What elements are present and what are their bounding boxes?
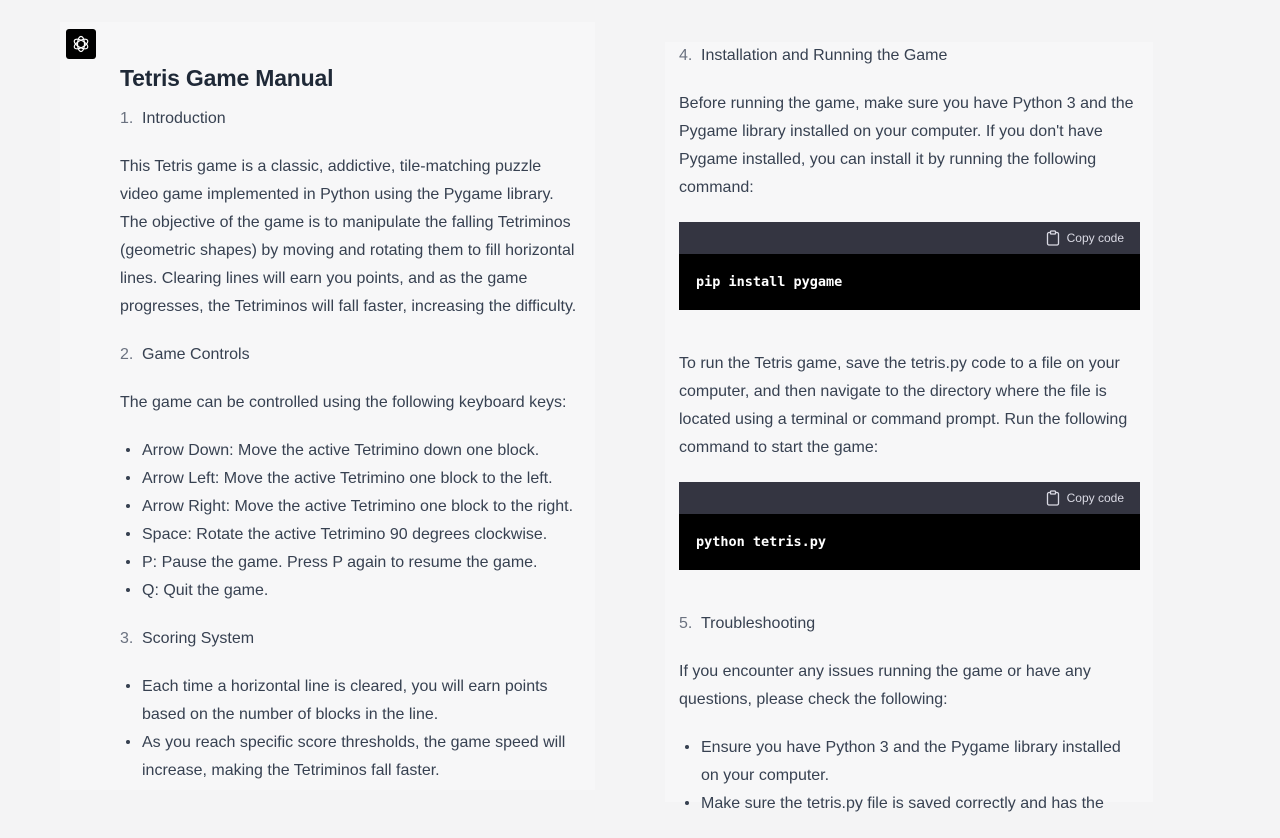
copy-code-button[interactable] bbox=[1046, 490, 1124, 506]
section-label: Installation and Running the Game bbox=[701, 47, 948, 64]
section-number: 5. bbox=[679, 615, 693, 632]
section-number: 3. bbox=[120, 630, 134, 647]
list-item: Q: Quit the game. bbox=[120, 577, 582, 605]
code-block-body bbox=[679, 254, 1140, 310]
message-content-left bbox=[120, 60, 582, 805]
code-text: pip install pygame bbox=[696, 274, 843, 290]
assistant-avatar bbox=[66, 29, 96, 59]
code-block-run bbox=[679, 482, 1140, 570]
openai-logo-icon bbox=[71, 34, 91, 54]
code-block-header bbox=[679, 482, 1140, 514]
controls-intro: The game can be controlled using the following keyboard keys: bbox=[120, 394, 567, 411]
scoring-list bbox=[120, 673, 582, 785]
copy-code-button[interactable] bbox=[1046, 230, 1124, 246]
page-title: Tetris Game Manual bbox=[120, 65, 334, 91]
list-item: P: Pause the game. Press P again to resume the game. bbox=[120, 549, 582, 577]
code-block-header bbox=[679, 222, 1140, 254]
list-item: As you reach specific score thresholds, the game speed will increase, making the Tetriminos fall faster. bbox=[120, 729, 582, 785]
section-heading-introduction bbox=[120, 105, 582, 133]
list-item: Arrow Right: Move the active Tetrimino one block to the right. bbox=[120, 493, 582, 521]
code-text: python tetris.py bbox=[696, 534, 827, 550]
intro-paragraph: This Tetris game is a classic, addictive, tile-matching puzzle video game implemented in Python using the Pygame library. The objective of the game is to manipulate the falling Tetriminos (geometric shapes) by moving and rotating them to fill horizontal lines. Clearing lines will earn you points, and as the game progresses, the Tetriminos will fall faster, increasing the difficulty. bbox=[120, 158, 577, 315]
section-label: Troubleshooting bbox=[701, 615, 816, 632]
list-item: Space: Rotate the active Tetrimino 90 degrees clockwise. bbox=[120, 521, 582, 549]
message-content-right bbox=[679, 42, 1140, 838]
section-label: Scoring System bbox=[142, 630, 255, 647]
list-item: Arrow Left: Move the active Tetrimino one block to the left. bbox=[120, 465, 582, 493]
list-item: Ensure you have Python 3 and the Pygame library installed on your computer. bbox=[679, 734, 1140, 790]
section-number: 2. bbox=[120, 346, 134, 363]
section-number: 1. bbox=[120, 110, 134, 127]
section-heading-installation bbox=[679, 42, 1140, 70]
copy-code-label: Copy code bbox=[1066, 491, 1124, 505]
code-block-body bbox=[679, 514, 1140, 570]
section-heading-controls bbox=[120, 341, 582, 369]
code-block-install bbox=[679, 222, 1140, 310]
troubleshoot-list bbox=[679, 734, 1140, 818]
clipboard-icon bbox=[1046, 230, 1060, 246]
clipboard-icon bbox=[1046, 490, 1060, 506]
copy-code-label: Copy code bbox=[1066, 231, 1124, 245]
section-heading-troubleshooting bbox=[679, 610, 1140, 638]
section-label: Game Controls bbox=[142, 346, 250, 363]
install-paragraph: Before running the game, make sure you have Python 3 and the Pygame library installed on your computer. If you don't have Pygame installed, you can install it by running the following command: bbox=[679, 95, 1134, 196]
troubleshoot-paragraph: If you encounter any issues running the game or have any questions, please check the following: bbox=[679, 663, 1091, 708]
list-item: Each time a horizontal line is cleared, you will earn points based on the number of blocks in the line. bbox=[120, 673, 582, 729]
section-heading-scoring bbox=[120, 625, 582, 653]
controls-list bbox=[120, 437, 582, 605]
section-number: 4. bbox=[679, 47, 693, 64]
run-paragraph: To run the Tetris game, save the tetris.py code to a file on your computer, and then navigate to the directory where the file is located using a terminal or command prompt. Run the following command to start the game: bbox=[679, 355, 1128, 456]
section-label: Introduction bbox=[142, 110, 226, 127]
list-item: Arrow Down: Move the active Tetrimino down one block. bbox=[120, 437, 582, 465]
list-item: Make sure the tetris.py file is saved correctly and has the bbox=[679, 790, 1140, 818]
